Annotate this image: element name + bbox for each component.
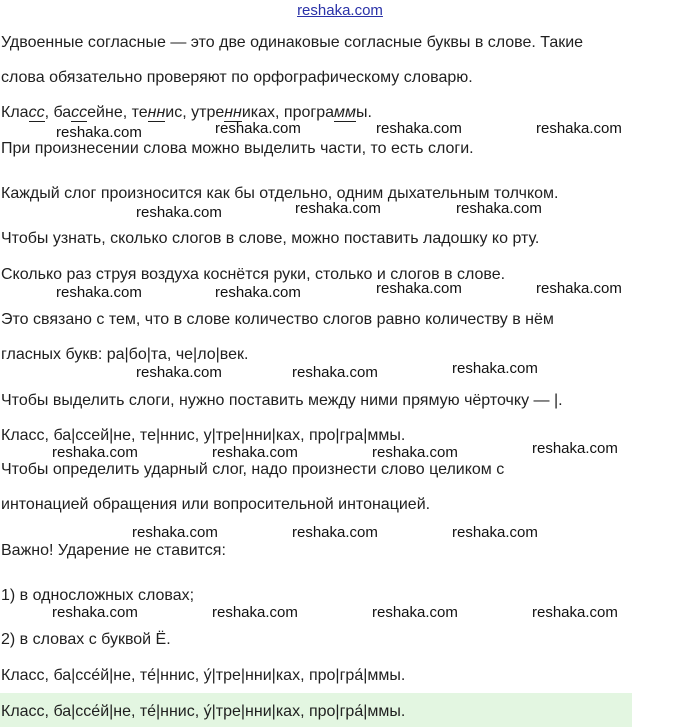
watermark: reshaka.com [452, 360, 538, 377]
watermark: reshaka.com [292, 524, 378, 541]
text-segment: иках, програ [241, 104, 335, 121]
text-line-6: Чтобы узнать, сколько слогов в слове, можно поставить ладошку ко рту. [1, 230, 540, 247]
text-line-10: Чтобы выделить слоги, нужно поставить между ними прямую чёрточку — |. [1, 392, 563, 409]
watermark: reshaka.com [372, 604, 458, 621]
double-consonant-mark: сс [28, 104, 45, 121]
watermark: reshaka.com [215, 284, 301, 301]
text-line-9: гласных букв: ра|бо|та, че|ло|век. [1, 346, 249, 363]
watermark: reshaka.com [456, 200, 542, 217]
text-segment: ис, утре [165, 104, 225, 121]
watermark: reshaka.com [536, 120, 622, 137]
watermark: reshaka.com [52, 604, 138, 621]
watermark: reshaka.com [452, 524, 538, 541]
watermark: reshaka.com [212, 604, 298, 621]
watermark: reshaka.com [376, 280, 462, 297]
double-consonant-mark: нн [147, 104, 166, 121]
text-line-14: Важно! Ударение не ставится: [1, 542, 226, 559]
text-segment: , ба [44, 104, 72, 121]
watermark: reshaka.com [56, 284, 142, 301]
watermark: reshaka.com [532, 604, 618, 621]
watermark: reshaka.com [132, 524, 218, 541]
text-line-5: Каждый слог произносится как бы отдельно, одним дыхательным толчком. [1, 185, 559, 202]
text-line-8: Это связано с тем, что в слове количество слогов равно количеству в нём [1, 311, 554, 328]
answer-line: Класс, ба|ссе́й|не, те́|ннис, у́|тре|нни|ках, про|гра́|ммы. [1, 703, 406, 720]
text-segment: Кла [1, 104, 29, 121]
watermark: reshaka.com [215, 120, 301, 137]
watermark: reshaka.com [292, 364, 378, 381]
watermark: reshaka.com [136, 204, 222, 221]
watermark: reshaka.com [56, 124, 142, 141]
watermark: reshaka.com [52, 444, 138, 461]
text-segment: ы. [355, 104, 372, 121]
double-consonant-mark: сс [71, 104, 88, 121]
text-line-2: слова обязательно проверяют по орфографическому словарю. [1, 69, 473, 86]
text-line-17: Класс, ба|ссе́й|не, те́|ннис, у́|тре|нни|ках, про|гра́|ммы. [1, 667, 406, 684]
text-line-15: 1) в односложных словах; [1, 587, 195, 604]
text-line-4: При произнесении слова можно выделить части, то есть слоги. [1, 140, 474, 157]
site-header-link[interactable]: reshaka.com [297, 2, 383, 19]
text-line-13: интонацией обращения или вопросительной интонацией. [1, 496, 431, 513]
text-line-11: Класс, ба|ссей|не, те|ннис, у|тре|нни|ках, про|гра|ммы. [1, 427, 406, 444]
double-consonant-mark: мм [334, 104, 356, 121]
text-line-3-examples [1, 103, 372, 123]
text-line-1: Удвоенные согласные — это две одинаковые согласные буквы в слове. Такие [1, 34, 584, 51]
text-line-12: Чтобы определить ударный слог, надо произнести слово целиком с [1, 461, 505, 478]
text-line-16: 2) в словах с буквой Ё. [1, 631, 171, 648]
watermark: reshaka.com [136, 364, 222, 381]
watermark: reshaka.com [212, 444, 298, 461]
watermark: reshaka.com [295, 200, 381, 217]
double-consonant-mark: нн [224, 104, 242, 121]
watermark: reshaka.com [376, 120, 462, 137]
watermark: reshaka.com [536, 280, 622, 297]
watermark: reshaka.com [372, 444, 458, 461]
watermark: reshaka.com [532, 440, 618, 457]
text-segment: ейне, те [87, 104, 148, 121]
text-line-7: Сколько раз струя воздуха коснётся руки, столько и слогов в слове. [1, 266, 506, 283]
